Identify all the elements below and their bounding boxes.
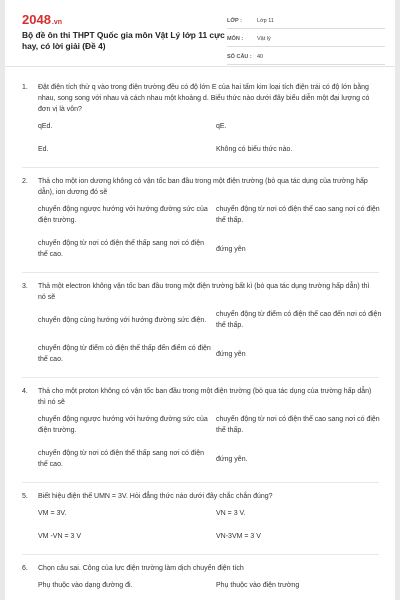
answer-option[interactable]: chuyển động ngược hướng với hướng đường sức của điện trường. (38, 416, 208, 434)
meta-key: LỚP : (227, 18, 242, 24)
question-stem (22, 82, 379, 115)
answer-option[interactable]: chuyển động từ nơi có điện thế thấp sang nơi có điện thế cao. (38, 240, 205, 258)
logo-text: 2048 (22, 12, 51, 27)
question-1 (5, 74, 395, 168)
meta-value: Vật lý (257, 36, 271, 42)
meta-value: Lớp 11 (257, 18, 274, 24)
question-stem (22, 281, 379, 303)
question-text: Thả một electron không vận tốc ban đầu trong một điện trường bất kì (bỏ qua tác dụng trường hấp dẫn) thì nó sẽ (38, 283, 370, 301)
answer-option[interactable]: chuyển động từ điểm có điện thế thấp đến điểm có điện thế cao. (38, 345, 211, 363)
exam-title: Bộ đề ôn thi THPT Quốc gia môn Vật Lý lớp 11 cực hay, có lời giải (Đề 4) (22, 30, 225, 51)
meta-row-grade (227, 14, 385, 29)
answer-option[interactable]: Không có biểu thức nào. (216, 146, 293, 153)
answer-options (38, 408, 379, 476)
question-number: 4. (22, 388, 28, 395)
answer-options (38, 303, 382, 371)
answer-option[interactable]: chuyển động từ nơi có điện thế cao sang nơi có điện thế thấp. (216, 416, 380, 434)
answer-option[interactable]: Phụ thuộc vào điện trường (216, 582, 300, 589)
answer-option[interactable]: chuyển động từ điểm có điện thế cao đến nơi có điện thế thấp. (216, 311, 382, 329)
answer-options (38, 574, 379, 597)
question-text: Chọn câu sai. Công của lực điện trường làm dịch chuyển điện tích (38, 565, 244, 572)
answer-options (38, 198, 379, 266)
answer-option[interactable]: chuyển động từ nơi có điện thế cao sang nơi có điện thế thấp. (216, 206, 380, 224)
question-number: 2. (22, 178, 28, 185)
answer-option[interactable]: đứng yên (216, 350, 246, 358)
site-logo[interactable] (22, 12, 62, 27)
question-stem (22, 386, 379, 408)
answer-option[interactable]: VN = 3 V. (216, 510, 246, 517)
answer-option[interactable]: Ed. (38, 146, 49, 153)
question-text: Biết hiệu điện thế UMN = 3V. Hỏi đẳng thức nào dưới đây chắc chắn đúng? (38, 493, 273, 500)
exam-page (5, 0, 395, 600)
answer-option[interactable]: Phụ thuộc vào dạng đường đi. (38, 582, 133, 589)
meta-row-count (227, 50, 385, 65)
answer-option[interactable]: chuyển động cùng hướng với hướng đường sức điện. (38, 316, 207, 324)
question-stem (22, 176, 379, 198)
answer-options (38, 502, 379, 548)
logo-domain: .vn (51, 19, 63, 26)
question-4 (5, 378, 395, 483)
question-stem (22, 491, 379, 502)
meta-row-subject (227, 32, 385, 47)
question-number: 6. (22, 565, 28, 572)
answer-option[interactable]: đứng yên. (216, 455, 248, 463)
meta-key: MÔN : (227, 36, 244, 42)
question-number: 5. (22, 493, 28, 500)
question-2 (5, 168, 395, 273)
answer-option[interactable]: VN-3VM = 3 V (216, 533, 261, 540)
exam-meta (227, 14, 385, 68)
answer-options (38, 115, 379, 161)
answer-option[interactable]: qE. (216, 123, 227, 130)
question-text: Thả cho một proton không có vận tốc ban đầu trong một điện trường (bỏ qua tác dụng của trường hấp dẫn) thì nó sẽ (38, 388, 372, 406)
answer-option[interactable]: đứng yên (216, 245, 246, 253)
exam-header (5, 0, 395, 66)
question-stem (22, 563, 379, 574)
meta-value: 40 (257, 54, 264, 60)
answer-option[interactable]: VM -VN = 3 V (38, 533, 81, 540)
header-divider (5, 66, 395, 67)
question-number: 1. (22, 84, 28, 91)
question-3 (5, 273, 395, 378)
answer-option[interactable]: chuyển động ngược hướng với hướng đường sức của điện trường. (38, 206, 208, 224)
question-list (5, 74, 395, 597)
question-text: Đặt điện tích thử q vào trong điện trường đều có độ lớn E của hai tấm kim loại tích điện trái có độ lớn bằng nhau, song song với nhau và cách nhau một khoảng d. Biểu thức nào dưới đây biểu diễn một đại lượng có đơn vị là vôn? (38, 84, 370, 113)
question-text: Thả cho một ion dương không có vận tốc ban đầu trong một điện trường (bỏ qua tác dụng của trường hấp dẫn), ion dương đó sẽ (38, 178, 368, 196)
answer-option[interactable]: VM = 3V. (38, 510, 67, 517)
question-5 (5, 483, 395, 555)
meta-key: SỐ CÂU : (227, 54, 252, 60)
answer-option[interactable]: qEd. (38, 123, 53, 130)
question-number: 3. (22, 283, 28, 290)
question-6 (5, 555, 395, 597)
answer-option[interactable]: chuyển động từ nơi có điện thế thấp sang nơi có điện thế cao. (38, 450, 205, 468)
